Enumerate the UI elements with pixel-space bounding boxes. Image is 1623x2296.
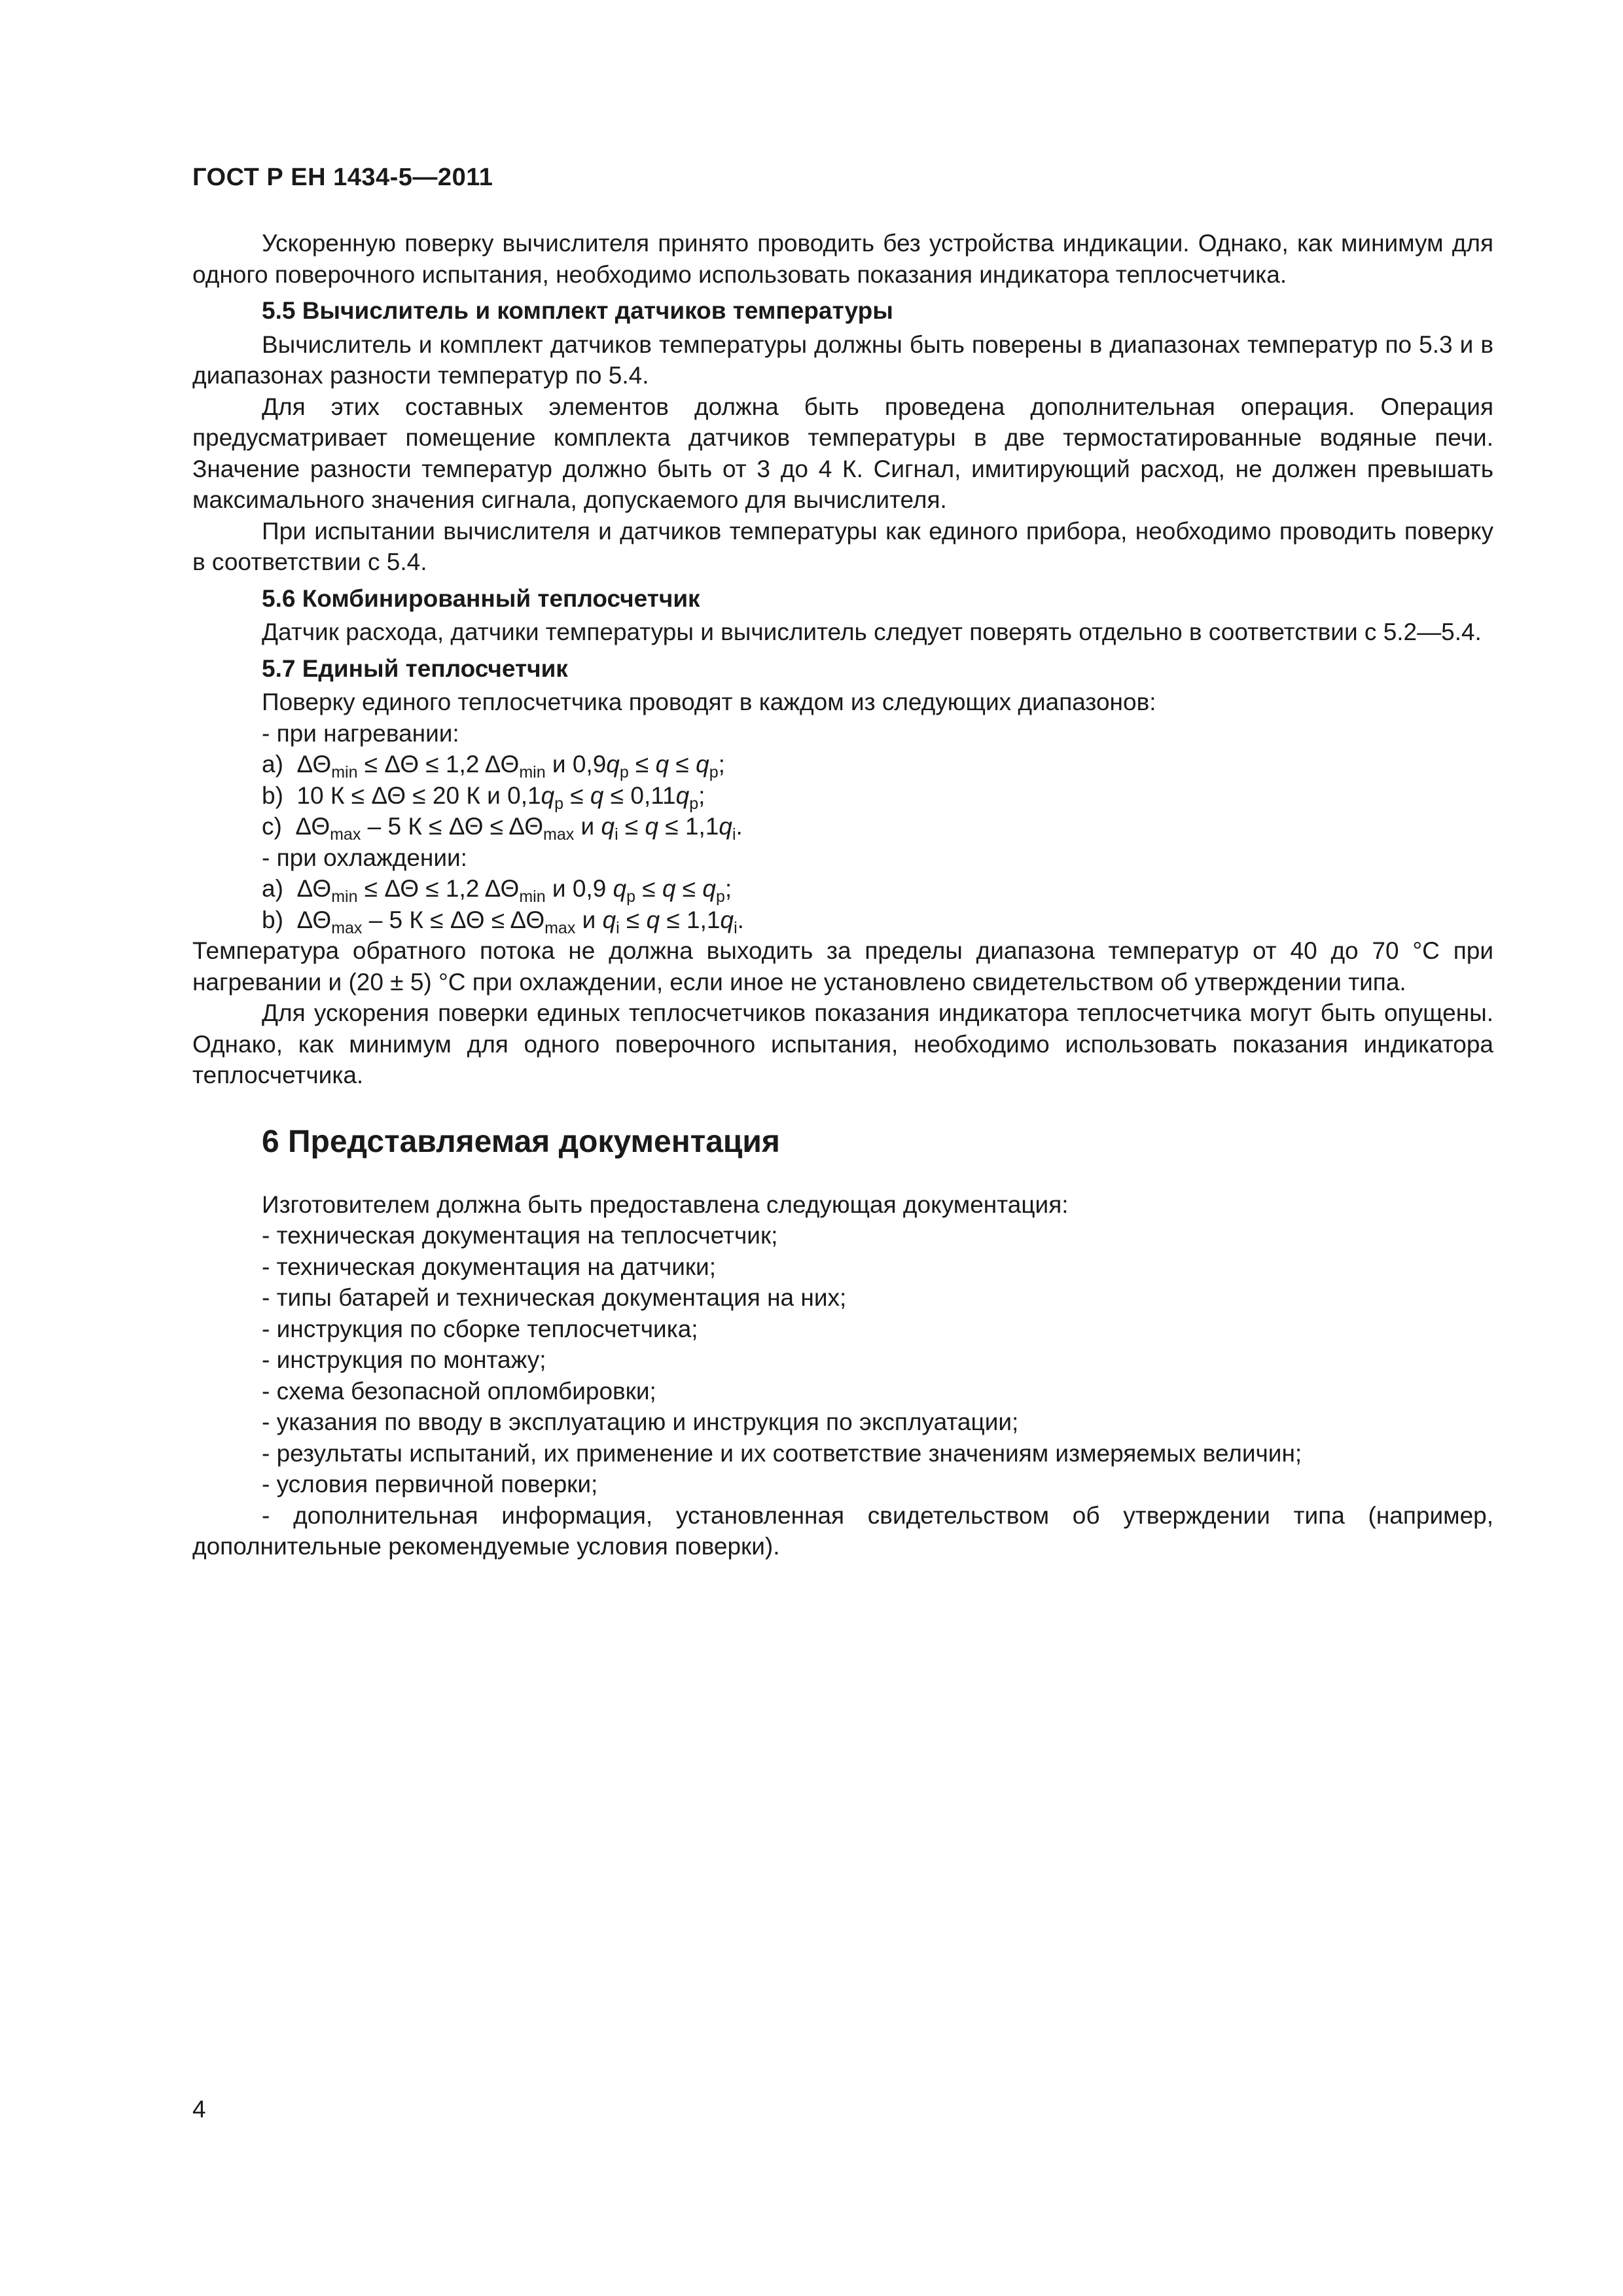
page-content: [192, 228, 1493, 1562]
section-5-6-paragraph: Датчик расхода, датчики температуры и вычислитель следует поверять отдельно в соответствии с 5.2—5.4.: [262, 619, 1482, 645]
page-number: 4: [192, 2096, 206, 2123]
doc-list-item: - типы батарей и техническая документация на них;: [262, 1284, 847, 1311]
heating-range-c: c) $\Delta\Theta_{max} - 5$ $К \le \Delta\Theta \le \Delta\Theta_{max}$ и $q_i \le q \le 1,1q_i$.: [262, 813, 743, 844]
doc-list-item: - техническая документация на датчики;: [262, 1253, 717, 1280]
doc-list-item: - инструкция по сборке теплосчетчика;: [262, 1315, 698, 1342]
section-5-7-intro: Поверку единого теплосчетчика проводят в каждом из следующих диапазонов:: [262, 689, 1156, 715]
document-header: ГОСТ Р ЕН 1434-5—2011: [192, 164, 493, 191]
section-6-heading: 6 Представляемая документация: [262, 1124, 780, 1159]
section-5-5-paragraph-1: Вычислитель и комплект датчиков температуры должны быть поверены в диапазонах температур по 5.3 и в диапазонах разности температур по 5.4.: [192, 331, 1493, 389]
section-5-7-heading: 5.7 Единый теплосчетчик: [262, 655, 568, 682]
section-5-5-heading: 5.5 Вычислитель и комплект датчиков температуры: [262, 297, 893, 324]
doc-list-item: - условия первичной поверки;: [262, 1471, 598, 1498]
return-flow-paragraph: Температура обратного потока не должна выходить за пределы диапазона температур от 40 до 70 °С при нагревании и (20 ± 5) °С при охлаждении, если иное не установлено свидетельством об утверждении типа.: [192, 937, 1493, 996]
doc-list-item-last: - дополнительная информация, установленная свидетельством об утверждении типа (например, дополнительные рекомендуемые условия поверки).: [192, 1501, 1493, 1560]
doc-list-item: - результаты испытаний, их применение и их соответствие значениям измеряемых величин;: [262, 1439, 1302, 1467]
acceleration-paragraph: Для ускорения поверки единых теплосчетчиков показания индикатора теплосчетчика могут быть опущены. Однако, как минимум для одного поверочного испытания, необходимо использовать показания индикатора теплосчетчика.: [192, 999, 1493, 1088]
heating-range-b: b) 10 К ≤ ΔΘ ≤ 20 К и $0,1q_p \le q \le 0,11q_p$;: [262, 781, 705, 813]
heating-range-a: а) $\Delta\Theta_{min} \le \Delta\Theta \le 1,2$ $\Delta\Theta_{min}$ и $0,9q_p \le q \le q_p$;: [262, 751, 725, 781]
cooling-label: - при охлаждении:: [262, 844, 467, 871]
section-5-5-paragraph-3: При испытании вычислителя и датчиков температуры как единого прибора, необходимо проводить поверку в соответствии с 5.4.: [192, 517, 1493, 575]
intro-paragraph: Ускоренную поверку вычислителя принято проводить без устройства индикации. Однако, как минимум для одного поверочного испытания, необходимо использовать показания индикатора теплосчетчика.: [192, 230, 1493, 288]
cooling-range-a: а) $\Delta\Theta_{min} \le \Delta\Theta \le 1,2$ $\Delta\Theta_{min}$ и 0,9 $q_p \le q \le q_p$;: [262, 875, 732, 906]
heating-label: - при нагревании:: [262, 719, 459, 747]
section-6-intro: Изготовителем должна быть предоставлена следующая документация:: [262, 1191, 1069, 1218]
doc-list-item: - указания по вводу в эксплуатацию и инструкция по эксплуатации;: [262, 1408, 1019, 1435]
doc-list-item: - техническая документация на теплосчетчик;: [262, 1222, 778, 1249]
doc-list-item: - инструкция по монтажу;: [262, 1346, 546, 1373]
cooling-range-b: b) $\Delta\Theta_{max} - 5$ $К \le \Delta\Theta \le \Delta\Theta_{max}$ и $q_i \le q \le 1,1q_i$.: [262, 906, 744, 937]
section-5-6-heading: 5.6 Комбинированный теплосчетчик: [262, 584, 700, 612]
section-5-5-paragraph-2: Для этих составных элементов должна быть проведена дополнительная операция. Операция предусматривает помещение комплекта датчиков температуры в две термостатированные водяные печи. Значение разности температур должно быть от 3 до 4 К. Сигнал, имитирующий расход, не должен превышать максимального значения сигнала, допускаемого для вычислителя.: [192, 393, 1493, 513]
doc-list-item: - схема безопасной опломбировки;: [262, 1377, 656, 1405]
